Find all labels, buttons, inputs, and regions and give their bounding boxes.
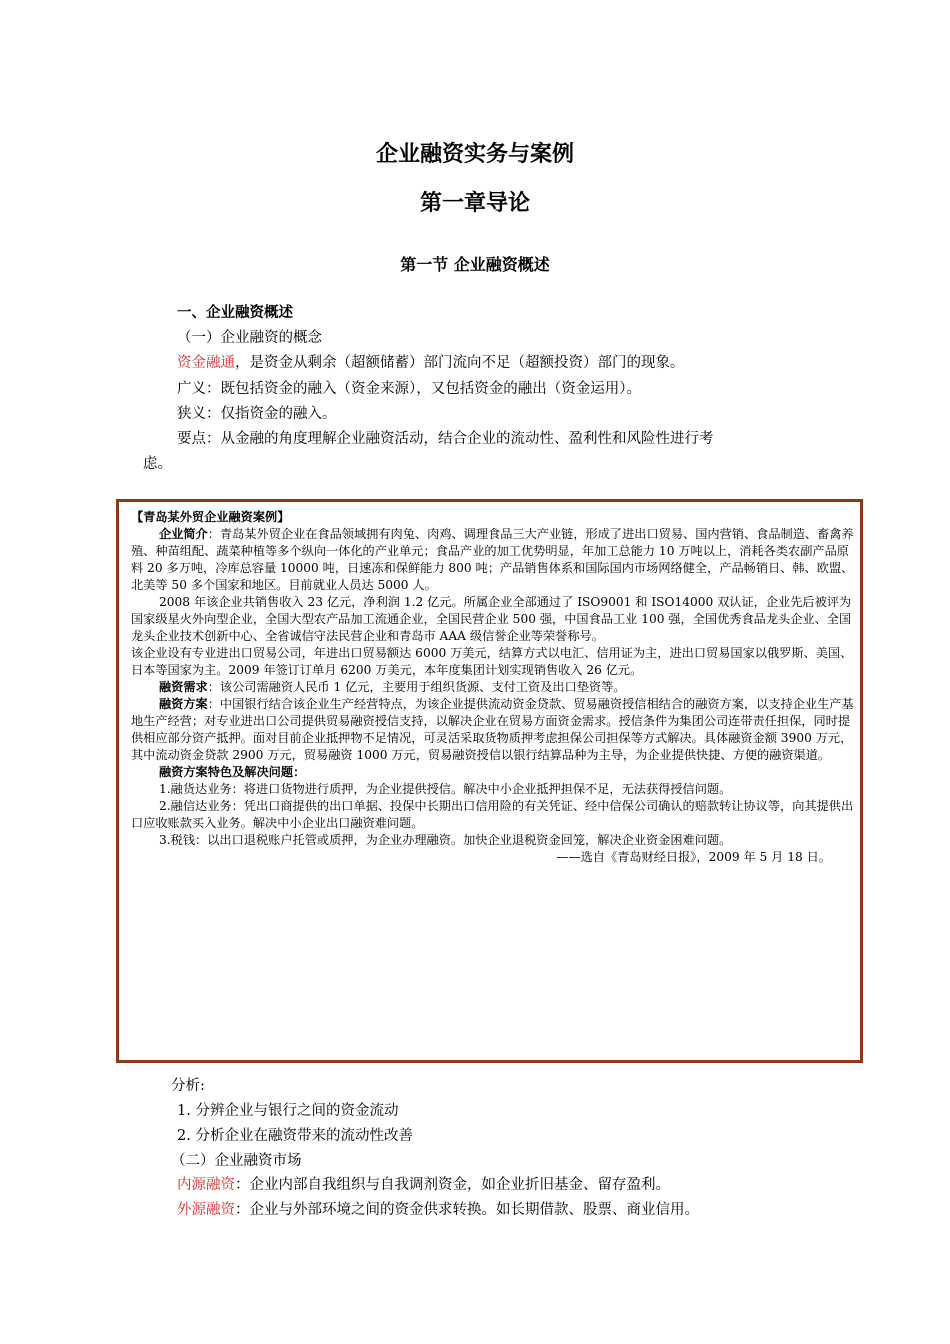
case-item3: 3.税钱：以出口退税账户托管或质押，为企业办理融资。加快企业退税资金回笼，解决企业资金困难问题。 <box>159 833 732 847</box>
narrow-definition: 狭义：仅指资金的融入。 <box>177 406 337 422</box>
case-title: 【青岛某外贸企业融资案例】 <box>131 510 290 524</box>
heading-part1: 一、企业融资概述 <box>177 305 293 321</box>
plan-text: ：中国银行结合该企业生产经营特点，为该企业提供流动资金贷款、贸易融资授信相结合的融资方案，以支持企业生产基地生产经营；对专业进出口公司提供贸易融资授信支持，以解决企业在贸易方面资金需求。授信条件为集团公司连带责任担保，同时提供相应部分资产抵押。面对目前企业抵押物不足情况，可灵活采取货物质押考虑担保公司担保等方式解决。具体融资金额 3900 万元，其中流动资金贷款 2900 万元，贸易融资 1000 万元，贸易融资授信以银行结算品种为主导，为企业提供快捷、方便的融资渠道。 <box>131 697 854 762</box>
term-internal: 内源融资 <box>177 1177 235 1193</box>
case-source: ——选自《青岛财经日报》，2009 年 5 月 18 日。 <box>556 850 831 864</box>
case-feature-heading <box>131 764 856 781</box>
analysis-item1: 1. 分辨企业与银行之间的资金流动 <box>177 1103 399 1119</box>
analysis-item2: 2. 分析企业在融资带来的流动性改善 <box>177 1128 413 1144</box>
key-point-line2: 虑。 <box>143 456 172 472</box>
internal-text: ：企业内部自我组织与自我调剂资金，如企业折旧基金、留存盈利。 <box>235 1177 670 1193</box>
term-external: 外源融资 <box>177 1202 235 1218</box>
section-title: 第一节 企业融资概述 <box>400 255 550 274</box>
external-text: ：企业与外部环境之间的资金供求转换。如长期借款、股票、商业信用。 <box>235 1202 699 1218</box>
definition-line <box>177 353 685 373</box>
need-label: 融资需求 <box>159 680 208 694</box>
intro-label: 企业简介 <box>159 527 208 541</box>
chapter-title: 第一章导论 <box>419 191 530 216</box>
term-funds-flow: 资金融通 <box>177 355 235 371</box>
feature-colon: ： <box>293 765 306 779</box>
internal-financing-line <box>177 1175 670 1195</box>
document-title: 企业融资实务与案例 <box>375 142 574 167</box>
case-item2: 2.融信达业务：凭出口商提供的出口单据、投保中长期出口信用险的有关凭证、经中信保公司确认的赔款转让协议等，向其提供出口应收账款买入业务。解决中小企业出口融资难问题。 <box>131 799 854 830</box>
case-content <box>131 509 856 866</box>
plan-label: 融资方案 <box>159 697 208 711</box>
external-financing-line <box>177 1200 699 1220</box>
case-para2: 2008 年该企业共销售收入 23 亿元，净利润 1.2 亿元。所属企业全部通过了 ISO9001 和 ISO14000 双认证，企业先后被评为国家级星火外向型企业，全国大型农产品加工流通企业，全国民营企业 500 强，中国食品工业 100 强，全国优秀食品龙头企业、全国龙头企业技术创新中心、全省诚信守法民营企业和青岛市 AAA 级信誉企业等荣誉称号。 <box>131 595 852 643</box>
subheading-market: （二）企业融资市场 <box>171 1153 302 1169</box>
case-intro <box>131 526 856 594</box>
case-para3: 该企业设有专业进出口贸易公司，年进出口贸易额达 6000 万美元，结算方式以电汇、信用证为主，进出口贸易国家以俄罗斯、美国、日本等国家为主。2009 年签订订单月 6200 万美元，本年度集团计划实现销售收入 26 亿元。 <box>131 646 853 677</box>
key-point-line1: 要点：从金融的角度理解企业融资活动，结合企业的流动性、盈利性和风险性进行考 <box>177 431 714 447</box>
case-item1: 1.融货达业务：将进口货物进行质押，为企业提供授信。解决中小企业抵押担保不足，无法获得授信问题。 <box>159 782 732 796</box>
definition-text: ，是资金从剩余（超额储蓄）部门流向不足（超额投资）部门的现象。 <box>235 355 685 371</box>
need-text: ：该公司需融资人民币 1 亿元，主要用于组织货源、支付工资及出口垫资等。 <box>207 680 626 694</box>
analysis-label: 分析: <box>171 1078 205 1094</box>
case-need <box>131 679 856 696</box>
feature-label: 融资方案特色及解决问题 <box>159 765 294 779</box>
subheading-concept: （一）企业融资的概念 <box>177 330 322 346</box>
case-plan <box>131 696 856 764</box>
broad-definition: 广义：既包括资金的融入（资金来源），又包括资金的融出（资金运用）。 <box>177 381 641 397</box>
intro-text: ：青岛某外贸企业在食品领域拥有肉兔、肉鸡、调理食品三大产业链，形成了进出口贸易、国内营销、食品制造、畜禽养殖、种苗组配、蔬菜种植等多个纵向一体化的产业单元；食品产业的加工优势明显，年加工总能力 10 万吨以上，消耗各类农副产品原料 20 多万吨，冷库总容量 10000 吨，日速冻和保鲜能力 800 吨；产品销售体系和国际国内市场网络健全，产品畅销日、韩、欧盟、北美等 50 多个国家和地区。目前就业人员达 5000 人。 <box>131 527 854 592</box>
